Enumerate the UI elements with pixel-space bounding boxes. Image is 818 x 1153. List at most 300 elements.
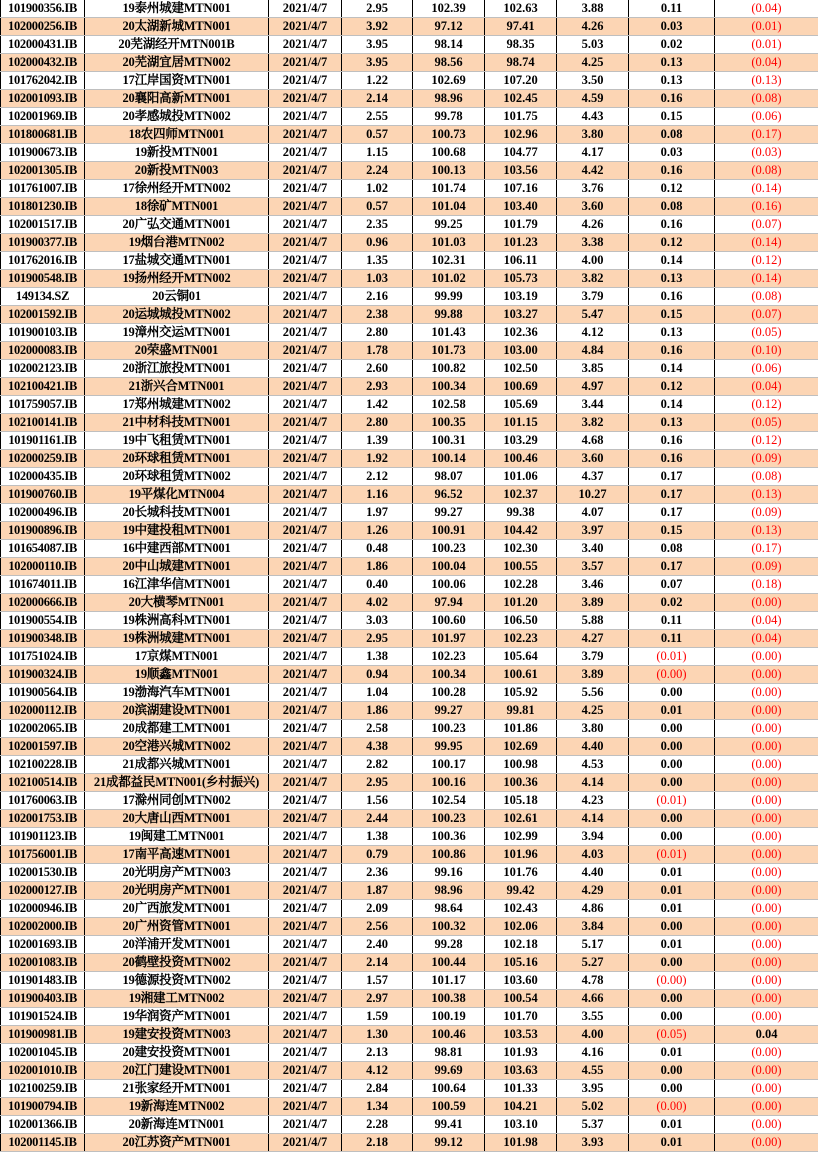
table-row: [1, 1098, 818, 1116]
bond-code-cell: 101900356.IB: [1, 0, 85, 18]
table-row: [1, 576, 818, 594]
change-a-cell: 0.00: [629, 738, 715, 756]
remaining-term-cell: 2.97: [342, 990, 413, 1008]
price-b-cell: 101.98: [485, 1134, 557, 1152]
date-cell: 2021/4/7: [269, 522, 342, 540]
date-cell: 2021/4/7: [269, 432, 342, 450]
price-b-cell: 102.23: [485, 630, 557, 648]
yield-cell: 3.94: [557, 828, 629, 846]
change-a-cell: 0.07: [629, 576, 715, 594]
remaining-term-cell: 2.40: [342, 936, 413, 954]
bond-name-cell: 20广州资管MTN001: [85, 918, 269, 936]
price-a-cell: 99.27: [413, 504, 485, 522]
yield-cell: 3.97: [557, 522, 629, 540]
date-cell: 2021/4/7: [269, 666, 342, 684]
date-cell: 2021/4/7: [269, 1098, 342, 1116]
price-a-cell: 100.35: [413, 414, 485, 432]
bond-code-cell: 102000946.IB: [1, 900, 85, 918]
price-b-cell: 102.43: [485, 900, 557, 918]
yield-cell: 3.60: [557, 450, 629, 468]
yield-cell: 4.16: [557, 1044, 629, 1062]
change-b-cell: (0.08): [715, 468, 818, 486]
price-b-cell: 104.42: [485, 522, 557, 540]
remaining-term-cell: 2.95: [342, 0, 413, 18]
change-a-cell: 0.12: [629, 234, 715, 252]
price-b-cell: 101.33: [485, 1080, 557, 1098]
bond-name-cell: 20新海连MTN001: [85, 1116, 269, 1134]
price-a-cell: 96.52: [413, 486, 485, 504]
price-a-cell: 100.60: [413, 612, 485, 630]
change-b-cell: (0.00): [715, 1098, 818, 1116]
bond-code-cell: 102002065.IB: [1, 720, 85, 738]
table-row: [1, 918, 818, 936]
change-a-cell: 0.01: [629, 882, 715, 900]
bond-name-cell: 19新投MTN001: [85, 144, 269, 162]
date-cell: 2021/4/7: [269, 1134, 342, 1152]
price-b-cell: 107.16: [485, 180, 557, 198]
date-cell: 2021/4/7: [269, 900, 342, 918]
change-b-cell: (0.07): [715, 306, 818, 324]
price-b-cell: 100.69: [485, 378, 557, 396]
price-b-cell: 101.20: [485, 594, 557, 612]
yield-cell: 3.55: [557, 1008, 629, 1026]
remaining-term-cell: 3.95: [342, 36, 413, 54]
bond-name-cell: 17盐城交通MTN001: [85, 252, 269, 270]
change-a-cell: 0.17: [629, 558, 715, 576]
bond-name-cell: 19株洲城建MTN001: [85, 630, 269, 648]
yield-cell: 3.57: [557, 558, 629, 576]
price-b-cell: 106.50: [485, 612, 557, 630]
bond-name-cell: 19渤海汽车MTN001: [85, 684, 269, 702]
date-cell: 2021/4/7: [269, 306, 342, 324]
price-a-cell: 100.16: [413, 774, 485, 792]
remaining-term-cell: 1.04: [342, 684, 413, 702]
change-b-cell: (0.05): [715, 324, 818, 342]
remaining-term-cell: 0.57: [342, 198, 413, 216]
price-b-cell: 105.73: [485, 270, 557, 288]
bond-name-cell: 19平煤化MTN004: [85, 486, 269, 504]
yield-cell: 3.40: [557, 540, 629, 558]
change-a-cell: 0.00: [629, 756, 715, 774]
price-b-cell: 106.11: [485, 252, 557, 270]
bond-name-cell: 19中飞租赁MTN001: [85, 432, 269, 450]
change-b-cell: (0.04): [715, 0, 818, 18]
date-cell: 2021/4/7: [269, 1044, 342, 1062]
date-cell: 2021/4/7: [269, 72, 342, 90]
remaining-term-cell: 2.60: [342, 360, 413, 378]
change-b-cell: (0.10): [715, 342, 818, 360]
table-row: [1, 234, 818, 252]
table-row: [1, 36, 818, 54]
date-cell: 2021/4/7: [269, 18, 342, 36]
change-b-cell: (0.12): [715, 396, 818, 414]
bond-name-cell: 19顺鑫MTN001: [85, 666, 269, 684]
price-b-cell: 101.06: [485, 468, 557, 486]
date-cell: 2021/4/7: [269, 846, 342, 864]
table-row: [1, 702, 818, 720]
change-b-cell: (0.04): [715, 612, 818, 630]
remaining-term-cell: 1.03: [342, 270, 413, 288]
yield-cell: 4.26: [557, 216, 629, 234]
remaining-term-cell: 0.94: [342, 666, 413, 684]
bond-code-cell: 102001517.IB: [1, 216, 85, 234]
change-a-cell: (0.01): [629, 846, 715, 864]
price-b-cell: 102.50: [485, 360, 557, 378]
change-a-cell: 0.14: [629, 360, 715, 378]
price-b-cell: 98.74: [485, 54, 557, 72]
yield-cell: 3.50: [557, 72, 629, 90]
price-b-cell: 102.28: [485, 576, 557, 594]
table-row: [1, 594, 818, 612]
price-b-cell: 103.56: [485, 162, 557, 180]
price-a-cell: 102.54: [413, 792, 485, 810]
table-row: [1, 1080, 818, 1098]
table-row: [1, 558, 818, 576]
table-row: [1, 342, 818, 360]
remaining-term-cell: 1.87: [342, 882, 413, 900]
change-a-cell: 0.00: [629, 720, 715, 738]
change-b-cell: (0.00): [715, 882, 818, 900]
table-row: [1, 180, 818, 198]
change-a-cell: 0.00: [629, 918, 715, 936]
date-cell: 2021/4/7: [269, 162, 342, 180]
bond-code-cell: 102100228.IB: [1, 756, 85, 774]
remaining-term-cell: 2.18: [342, 1134, 413, 1152]
date-cell: 2021/4/7: [269, 1026, 342, 1044]
table-row: [1, 252, 818, 270]
date-cell: 2021/4/7: [269, 270, 342, 288]
table-row: [1, 432, 818, 450]
change-a-cell: 0.00: [629, 954, 715, 972]
date-cell: 2021/4/7: [269, 144, 342, 162]
yield-cell: 3.38: [557, 234, 629, 252]
bond-name-cell: 20长城科技MTN001: [85, 504, 269, 522]
change-a-cell: 0.14: [629, 252, 715, 270]
price-b-cell: 103.60: [485, 972, 557, 990]
price-a-cell: 101.04: [413, 198, 485, 216]
bond-code-cell: 102000496.IB: [1, 504, 85, 522]
price-a-cell: 102.58: [413, 396, 485, 414]
price-b-cell: 101.76: [485, 864, 557, 882]
change-a-cell: 0.16: [629, 288, 715, 306]
remaining-term-cell: 1.92: [342, 450, 413, 468]
table-row: [1, 1008, 818, 1026]
table-row: [1, 828, 818, 846]
bond-name-cell: 20中山城建MTN001: [85, 558, 269, 576]
table-row: [1, 216, 818, 234]
price-b-cell: 102.96: [485, 126, 557, 144]
change-a-cell: 0.16: [629, 450, 715, 468]
change-b-cell: (0.00): [715, 828, 818, 846]
date-cell: 2021/4/7: [269, 540, 342, 558]
table-row: [1, 720, 818, 738]
change-b-cell: (0.09): [715, 558, 818, 576]
price-a-cell: 100.04: [413, 558, 485, 576]
change-b-cell: (0.00): [715, 1062, 818, 1080]
date-cell: 2021/4/7: [269, 756, 342, 774]
table-row: [1, 1116, 818, 1134]
price-a-cell: 102.39: [413, 0, 485, 18]
table-row: [1, 774, 818, 792]
change-b-cell: (0.00): [715, 1008, 818, 1026]
change-a-cell: (0.00): [629, 972, 715, 990]
bond-code-cell: 101762016.IB: [1, 252, 85, 270]
yield-cell: 3.46: [557, 576, 629, 594]
date-cell: 2021/4/7: [269, 1062, 342, 1080]
change-a-cell: 0.17: [629, 504, 715, 522]
change-b-cell: (0.00): [715, 954, 818, 972]
price-a-cell: 100.19: [413, 1008, 485, 1026]
remaining-term-cell: 2.93: [342, 378, 413, 396]
change-a-cell: 0.01: [629, 1134, 715, 1152]
bond-code-cell: 101762042.IB: [1, 72, 85, 90]
date-cell: 2021/4/7: [269, 378, 342, 396]
price-a-cell: 100.38: [413, 990, 485, 1008]
price-a-cell: 100.68: [413, 144, 485, 162]
change-b-cell: (0.05): [715, 414, 818, 432]
change-b-cell: (0.08): [715, 162, 818, 180]
table-body: [1, 0, 818, 1152]
bond-code-cell: 101900794.IB: [1, 1098, 85, 1116]
bond-code-cell: 101751024.IB: [1, 648, 85, 666]
remaining-term-cell: 1.78: [342, 342, 413, 360]
change-a-cell: 0.11: [629, 612, 715, 630]
bond-code-cell: 101900760.IB: [1, 486, 85, 504]
change-b-cell: (0.13): [715, 72, 818, 90]
change-a-cell: (0.00): [629, 666, 715, 684]
yield-cell: 3.76: [557, 180, 629, 198]
remaining-term-cell: 1.34: [342, 1098, 413, 1116]
date-cell: 2021/4/7: [269, 648, 342, 666]
change-b-cell: (0.03): [715, 144, 818, 162]
remaining-term-cell: 2.84: [342, 1080, 413, 1098]
bond-name-cell: 20荣盛MTN001: [85, 342, 269, 360]
price-a-cell: 98.14: [413, 36, 485, 54]
remaining-term-cell: 1.30: [342, 1026, 413, 1044]
price-b-cell: 104.77: [485, 144, 557, 162]
bond-code-cell: 102001753.IB: [1, 810, 85, 828]
price-a-cell: 98.96: [413, 882, 485, 900]
price-a-cell: 99.95: [413, 738, 485, 756]
remaining-term-cell: 4.12: [342, 1062, 413, 1080]
yield-cell: 5.47: [557, 306, 629, 324]
table-row: [1, 792, 818, 810]
bond-name-cell: 20广西旅发MTN001: [85, 900, 269, 918]
yield-cell: 3.84: [557, 918, 629, 936]
yield-cell: 4.84: [557, 342, 629, 360]
yield-cell: 5.27: [557, 954, 629, 972]
change-a-cell: 0.13: [629, 72, 715, 90]
date-cell: 2021/4/7: [269, 108, 342, 126]
remaining-term-cell: 2.14: [342, 954, 413, 972]
date-cell: 2021/4/7: [269, 1080, 342, 1098]
bond-code-cell: 102000432.IB: [1, 54, 85, 72]
change-a-cell: (0.01): [629, 792, 715, 810]
table-row: [1, 306, 818, 324]
bond-code-cell: 102000256.IB: [1, 18, 85, 36]
bond-code-cell: 101900348.IB: [1, 630, 85, 648]
change-b-cell: (0.14): [715, 180, 818, 198]
bond-code-cell: 102000112.IB: [1, 702, 85, 720]
bond-code-cell: 101900324.IB: [1, 666, 85, 684]
remaining-term-cell: 2.56: [342, 918, 413, 936]
bond-code-cell: 102000431.IB: [1, 36, 85, 54]
bond-name-cell: 20光明房产MTN003: [85, 864, 269, 882]
change-a-cell: 0.13: [629, 324, 715, 342]
price-a-cell: 102.69: [413, 72, 485, 90]
price-a-cell: 100.64: [413, 1080, 485, 1098]
change-b-cell: (0.00): [715, 1134, 818, 1152]
bond-name-cell: 18徐矿MTN001: [85, 198, 269, 216]
bond-name-cell: 20江苏资产MTN001: [85, 1134, 269, 1152]
yield-cell: 4.00: [557, 1026, 629, 1044]
bond-name-cell: 20光明房产MTN001: [85, 882, 269, 900]
table-row: [1, 288, 818, 306]
change-a-cell: 0.01: [629, 702, 715, 720]
change-b-cell: (0.07): [715, 216, 818, 234]
yield-cell: 5.02: [557, 1098, 629, 1116]
price-a-cell: 99.41: [413, 1116, 485, 1134]
change-b-cell: (0.06): [715, 360, 818, 378]
change-b-cell: (0.00): [715, 684, 818, 702]
change-b-cell: (0.00): [715, 720, 818, 738]
yield-cell: 4.27: [557, 630, 629, 648]
price-a-cell: 102.23: [413, 648, 485, 666]
bond-name-cell: 19漳州交运MTN001: [85, 324, 269, 342]
remaining-term-cell: 1.16: [342, 486, 413, 504]
change-b-cell: (0.00): [715, 774, 818, 792]
bond-code-cell: 101900554.IB: [1, 612, 85, 630]
yield-cell: 3.60: [557, 198, 629, 216]
date-cell: 2021/4/7: [269, 576, 342, 594]
price-b-cell: 100.98: [485, 756, 557, 774]
price-b-cell: 100.61: [485, 666, 557, 684]
yield-cell: 4.03: [557, 846, 629, 864]
bond-name-cell: 19烟台港MTN002: [85, 234, 269, 252]
remaining-term-cell: 1.02: [342, 180, 413, 198]
bond-name-cell: 20广弘交通MTN001: [85, 216, 269, 234]
bond-name-cell: 20江门建设MTN001: [85, 1062, 269, 1080]
change-a-cell: 0.02: [629, 594, 715, 612]
price-a-cell: 97.94: [413, 594, 485, 612]
change-b-cell: (0.06): [715, 108, 818, 126]
bond-code-cell: 102001592.IB: [1, 306, 85, 324]
price-b-cell: 105.16: [485, 954, 557, 972]
yield-cell: 4.29: [557, 882, 629, 900]
change-a-cell: 0.15: [629, 108, 715, 126]
price-b-cell: 102.61: [485, 810, 557, 828]
price-b-cell: 107.20: [485, 72, 557, 90]
table-row: [1, 198, 818, 216]
change-a-cell: 0.14: [629, 396, 715, 414]
remaining-term-cell: 1.26: [342, 522, 413, 540]
remaining-term-cell: 1.38: [342, 648, 413, 666]
change-b-cell: (0.00): [715, 918, 818, 936]
remaining-term-cell: 1.86: [342, 702, 413, 720]
yield-cell: 4.25: [557, 54, 629, 72]
change-a-cell: 0.17: [629, 486, 715, 504]
price-a-cell: 100.23: [413, 720, 485, 738]
bond-name-cell: 20大横琴MTN001: [85, 594, 269, 612]
change-a-cell: 0.16: [629, 90, 715, 108]
bond-name-cell: 20环球租赁MTN001: [85, 450, 269, 468]
bond-name-cell: 16江津华信MTN001: [85, 576, 269, 594]
date-cell: 2021/4/7: [269, 324, 342, 342]
yield-cell: 3.93: [557, 1134, 629, 1152]
remaining-term-cell: 2.80: [342, 324, 413, 342]
date-cell: 2021/4/7: [269, 0, 342, 18]
bond-name-cell: 17京煤MTN001: [85, 648, 269, 666]
price-b-cell: 105.69: [485, 396, 557, 414]
bond-name-cell: 20洋浦开发MTN001: [85, 936, 269, 954]
price-a-cell: 99.16: [413, 864, 485, 882]
bond-name-cell: 19中建投租MTN001: [85, 522, 269, 540]
bond-code-cell: 101759057.IB: [1, 396, 85, 414]
yield-cell: 4.40: [557, 864, 629, 882]
remaining-term-cell: 1.22: [342, 72, 413, 90]
bond-code-cell: 101756001.IB: [1, 846, 85, 864]
price-b-cell: 103.40: [485, 198, 557, 216]
table-row: [1, 756, 818, 774]
price-b-cell: 103.27: [485, 306, 557, 324]
price-a-cell: 101.97: [413, 630, 485, 648]
change-a-cell: 0.01: [629, 1116, 715, 1134]
table-row: [1, 972, 818, 990]
bond-code-cell: 102001366.IB: [1, 1116, 85, 1134]
date-cell: 2021/4/7: [269, 738, 342, 756]
table-row: [1, 936, 818, 954]
table-row: [1, 18, 818, 36]
change-a-cell: 0.00: [629, 990, 715, 1008]
bond-code-cell: 102001597.IB: [1, 738, 85, 756]
bond-name-cell: 17南平高速MTN001: [85, 846, 269, 864]
bond-name-cell: 19德源投资MTN002: [85, 972, 269, 990]
remaining-term-cell: 0.48: [342, 540, 413, 558]
yield-cell: 4.97: [557, 378, 629, 396]
price-b-cell: 103.00: [485, 342, 557, 360]
price-a-cell: 100.34: [413, 666, 485, 684]
price-b-cell: 102.37: [485, 486, 557, 504]
bond-code-cell: 101761007.IB: [1, 180, 85, 198]
remaining-term-cell: 2.28: [342, 1116, 413, 1134]
bond-code-cell: 102001010.IB: [1, 1062, 85, 1080]
change-b-cell: (0.14): [715, 234, 818, 252]
change-b-cell: (0.17): [715, 126, 818, 144]
change-b-cell: (0.01): [715, 36, 818, 54]
change-b-cell: (0.00): [715, 666, 818, 684]
remaining-term-cell: 3.95: [342, 54, 413, 72]
table-row: [1, 666, 818, 684]
price-a-cell: 100.31: [413, 432, 485, 450]
yield-cell: 4.14: [557, 810, 629, 828]
table-row: [1, 630, 818, 648]
date-cell: 2021/4/7: [269, 234, 342, 252]
price-b-cell: 99.42: [485, 882, 557, 900]
yield-cell: 4.42: [557, 162, 629, 180]
price-a-cell: 99.28: [413, 936, 485, 954]
price-b-cell: 102.06: [485, 918, 557, 936]
yield-cell: 3.44: [557, 396, 629, 414]
price-b-cell: 101.86: [485, 720, 557, 738]
change-a-cell: 0.03: [629, 18, 715, 36]
bond-code-cell: 101654087.IB: [1, 540, 85, 558]
bond-name-cell: 16中建西部MTN001: [85, 540, 269, 558]
bond-name-cell: 18农四师MTN001: [85, 126, 269, 144]
date-cell: 2021/4/7: [269, 486, 342, 504]
change-a-cell: 0.13: [629, 414, 715, 432]
table-row: [1, 270, 818, 288]
bond-name-cell: 19扬州经开MTN002: [85, 270, 269, 288]
